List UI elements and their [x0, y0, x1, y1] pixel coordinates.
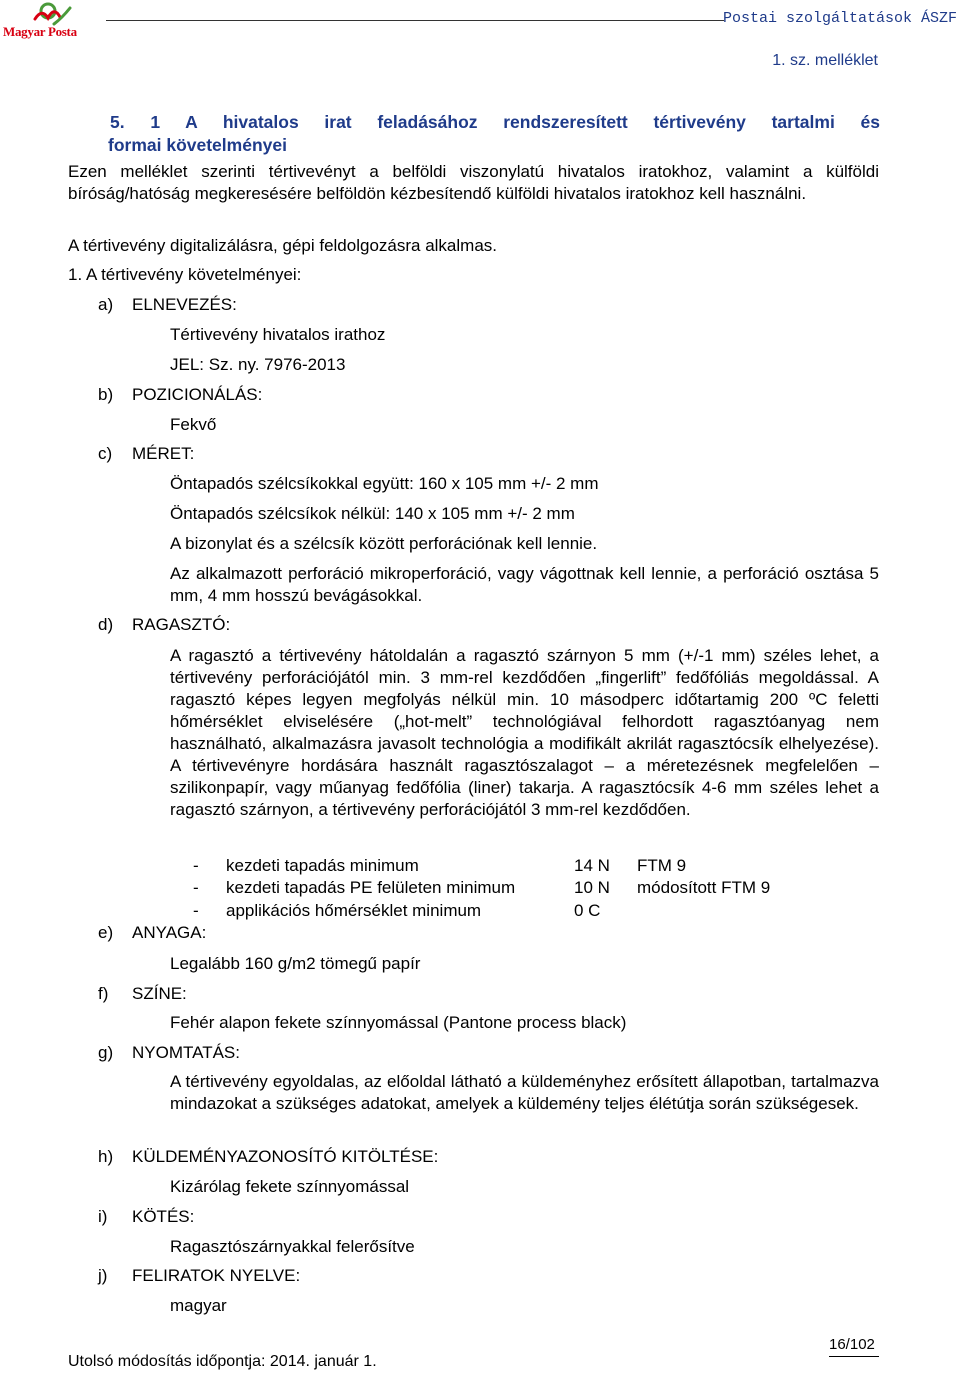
logo-text: Magyar Posta	[3, 24, 77, 39]
item-c-value-2: Öntapadós szélcsíkok nélkül: 140 x 105 mm +/- 2 mm	[170, 504, 575, 523]
spec-dash: -	[193, 901, 199, 920]
item-c-value-1: Öntapadós szélcsíkokkal együtt: 160 x 105 mm +/- 2 mm	[170, 474, 599, 493]
item-name: ANYAGA:	[132, 923, 207, 942]
item-key: d)	[98, 615, 114, 634]
item-j-value-1: magyar	[170, 1296, 227, 1315]
item-name: FELIRATOK NYELVE:	[132, 1266, 301, 1285]
item-name: KÖTÉS:	[132, 1207, 195, 1226]
item-name: NYOMTATÁS:	[132, 1043, 240, 1062]
item-f-label	[98, 983, 187, 1005]
item-name: ELNEVEZÉS:	[132, 295, 237, 314]
item-f-value-1: Fehér alapon fekete színnyomással (Pantone process black)	[170, 1013, 627, 1032]
item-key: f)	[98, 984, 109, 1003]
item-a-value-2: JEL: Sz. ny. 7976-2013	[170, 355, 346, 374]
last-modified: Utolsó módosítás időpontja: 2014. január 1.	[68, 1353, 377, 1370]
item-key: b)	[98, 385, 114, 404]
spec-dash: -	[193, 878, 199, 897]
item-a-value-1: Tértivevény hivatalos irathoz	[170, 325, 386, 344]
spec-name: applikációs hőmérséklet minimum	[226, 901, 482, 920]
item-g-label	[98, 1042, 240, 1064]
header-organization: Postai szolgáltatások ÁSZF	[722, 10, 957, 27]
section-title-line2: formai követelményei	[108, 135, 287, 155]
item-key: a)	[98, 295, 114, 314]
item-c-value-3: A bizonylat és a szélcsík között perforációnak kell lennie.	[170, 534, 598, 553]
item-b-label	[98, 384, 262, 406]
item-e-label	[98, 922, 206, 944]
intro-paragraph: Ezen melléklet szerinti tértivevényt a belföldi viszonylatú hivatalos iratokhoz, valamint a külföldi bíróság/hatóság megkeresésére belföldön kézbesítendő külföldi hivatalos iratokhoz kell használni.	[68, 162, 879, 203]
item-key: c)	[98, 444, 113, 463]
item-name: SZÍNE:	[132, 984, 187, 1003]
spec-name: kezdeti tapadás PE felületen minimum	[226, 878, 516, 897]
item-h-label	[98, 1146, 438, 1168]
digital-note: A tértivevény digitalizálásra, gépi feldolgozásra alkalmas.	[68, 236, 498, 255]
item-i-value-1: Ragasztószárnyakkal felerősítve	[170, 1237, 415, 1256]
item-c-label	[98, 443, 194, 465]
item-h-value-1: Kizárólag fekete színnyomással	[170, 1177, 410, 1196]
spec-method: módosított FTM 9	[637, 878, 771, 897]
item-e-value-1: Legalább 160 g/m2 tömegű papír	[170, 954, 421, 973]
item-i-label	[98, 1206, 194, 1228]
requirements-heading: 1. A tértivevény követelményei:	[68, 265, 302, 284]
item-key: g)	[98, 1043, 114, 1062]
item-key: i)	[98, 1207, 108, 1226]
spec-value: 0 C	[574, 901, 601, 920]
item-name: RAGASZTÓ:	[132, 615, 231, 634]
item-key: e)	[98, 923, 114, 942]
section-title-line1: 5. 1 A hivatalos irat feladásához rendszeresített tértivevény tartalmi és	[110, 112, 880, 132]
item-b-value-1: Fekvő	[170, 415, 217, 434]
spec-value: 10 N	[574, 878, 610, 897]
item-name: KÜLDEMÉNYAZONOSÍTÓ KITÖLTÉSE:	[132, 1147, 439, 1166]
item-key: h)	[98, 1147, 114, 1166]
item-j-label	[98, 1265, 300, 1287]
item-key: j)	[98, 1266, 108, 1285]
section-title	[110, 111, 880, 157]
header-divider	[106, 20, 724, 21]
footer-divider	[829, 1356, 879, 1357]
header-annex: 1. sz. melléklet	[772, 52, 878, 69]
spec-method: FTM 9	[637, 856, 687, 875]
page-number: 16/102	[829, 1336, 875, 1353]
spec-name: kezdeti tapadás minimum	[226, 856, 419, 875]
item-g-text: A tértivevény egyoldalas, az előoldal látható a küldeményhez erősített állapotban, tartalmazva mindazokat a szükséges adatokat, amelyek a küldemény teljes élétútja során szükségesek.	[170, 1072, 879, 1113]
item-a-label	[98, 294, 237, 316]
item-name: POZICIONÁLÁS:	[132, 385, 263, 404]
item-name: MÉRET:	[132, 444, 195, 463]
item-d-text: A ragasztó a tértivevény hátoldalán a ragasztó szárnyon 5 mm (+/-1 mm) széles lehet, a tértivevény perforációjától min. 3 mm-rel kezdődően „fingerlift” fedőfóliás megoldással. A ragasztó képes legyen megfolyás nélkül min. 10 másodperc időtartamig 200 ºC feletti hőmérséklet elviselésére („hot-melt” technológiával felhordott ragasztóanyag nem használható, alkalmazásra javasolt technológia a modifikált akrilát ragasztócsík elhelyezése). A tértivevényre hordására használt ragasztószalagot – a méretezésnek megfelelően – szilikonpapír, vagy műanyag fedőfólia (liner) takarja. A ragasztócsík 4-6 mm széles lehet a ragasztó szárnyon, a tértivevény perforációjától 3 mm-rel kezdődően.	[170, 646, 879, 819]
spec-value: 14 N	[574, 856, 610, 875]
spec-dash: -	[193, 856, 199, 875]
item-d-label	[98, 614, 230, 636]
item-c-value-4: Az alkalmazott perforáció mikroperforáció, vagy vágottnak kell lennie, a perforáció osztása 5 mm, 4 mm hosszú bevágásokkal.	[170, 564, 879, 605]
